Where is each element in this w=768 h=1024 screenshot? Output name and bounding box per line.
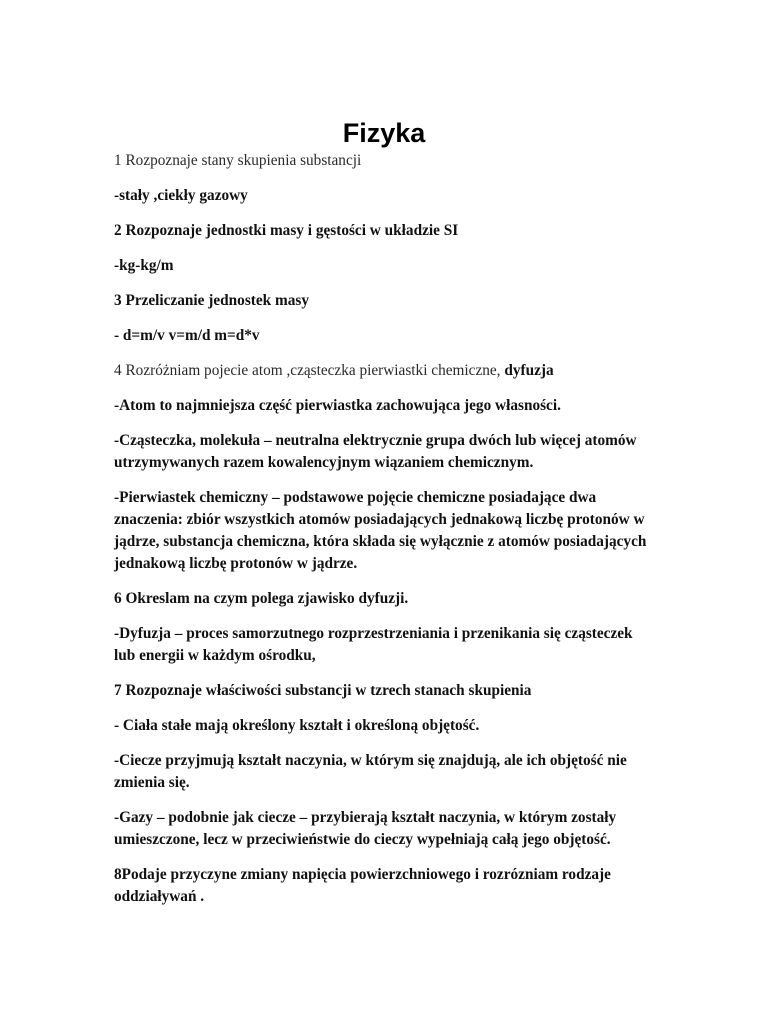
paragraph: -stały ,ciekły gazowy [114,187,248,204]
page-title: Fizyka [342,118,426,149]
paragraph-text: 4 Rozróżniam pojecie atom ,cząsteczka pierwiastki chemiczne, [114,362,505,379]
paragraph: -Ciecze przyjmują kształt naczynia, w którym się znajdują, ale ich objętość nie zmienia się. [114,752,627,791]
paragraph: -Dyfuzja – proces samorzutnego rozprzestrzeniania i przenikania się cząsteczek lub energii w każdym ośrodku, [114,625,633,664]
paragraph: 8Podaje przyczyne zmiany napięcia powierzchniowego i rozrózniam rodzaje oddziaływań . [114,866,611,905]
paragraph: -Gazy – podobnie jak ciecze – przybierają kształt naczynia, w którym zostały umieszczone, lecz w przeciwieństwie do cieczy wypełniają całą jego objętość. [114,809,617,848]
paragraph: -kg-kg/m [114,257,174,274]
paragraph: -Pierwiastek chemiczny – podstawowe pojęcie chemiczne posiadające dwa znaczenia: zbiór wszystkich atomów posiadających jednakową liczbę protonów w jądrze, substancja chemiczna, która składa się wyłącznie z atomów posiadających jednakową liczbę protonów w jądrze. [114,489,647,572]
paragraph: -Atom to najmniejsza część pierwiastka zachowująca jego własności. [114,397,561,414]
paragraph: - Ciała stałe mają określony kształt i określoną objętość. [114,717,480,734]
paragraph: 7 Rozpoznaje właściwości substancji w tzrech stanach skupienia [114,682,532,699]
paragraph: -Cząsteczka, molekuła – neutralna elektrycznie grupa dwóch lub więcej atomów utrzymywanych razem kowalencyjnym wiązaniem chemicznym. [114,432,637,471]
paragraph [114,360,654,382]
paragraph: 1 Rozpoznaje stany skupienia substancji [114,152,362,169]
paragraph: - d=m/v v=m/d m=d*v [114,327,260,344]
paragraph-emphasis: dyfuzja [504,362,554,379]
paragraph: 2 Rozpoznaje jednostki masy i gęstości w układzie SI [114,222,459,239]
document-body [114,150,654,921]
paragraph: 6 Okreslam na czym polega zjawisko dyfuzji. [114,590,409,607]
paragraph: 3 Przeliczanie jednostek masy [114,292,309,309]
